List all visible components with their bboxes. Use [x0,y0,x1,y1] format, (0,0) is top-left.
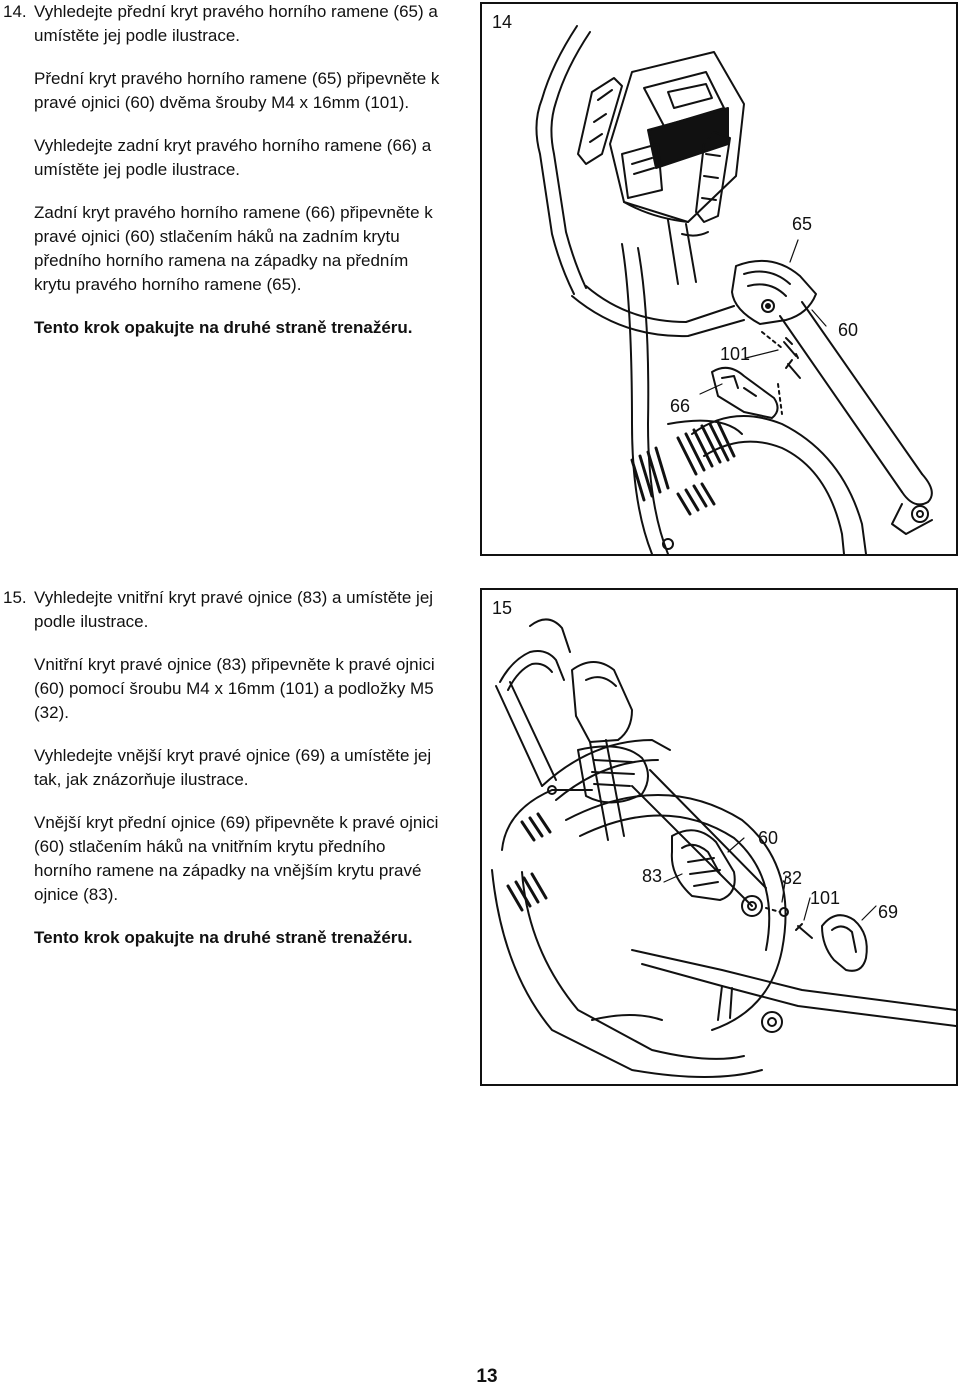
step-14-paragraph-3: Vyhledejte zadní kryt pravého horního ramene (66) a umístěte jej podle ilustrace. [34,136,432,179]
callout-101: 101 [810,888,841,908]
callout-69: 69 [878,902,899,922]
figure-14-number: 14 [492,12,513,32]
step-15-instructions [3,586,444,969]
page-number: 13 [476,1366,498,1387]
step-15-intro: Vyhledejte vnitřní kryt pravé ojnice (83) a umístěte jej podle ilustrace. [34,588,434,631]
step-14-intro: Vyhledejte přední kryt pravého horního ramene (65) a umístěte jej podle ilustrace. [34,2,438,45]
step-15-paragraph-2: Vnitřní kryt pravé ojnice (83) připevněte k pravé ojnici (60) pomocí šroubu M4 x 16mm (101) a podložky M5 (32). [34,655,435,722]
step-14-paragraph-4: Zadní kryt pravého horního ramene (66) připevněte k pravé ojnici (60) stlačením háků na zadním krytu předního horního ramena na západky na předním krytu pravého horního ramene (65). [34,203,433,294]
figure-15 [480,588,958,1086]
step-14-note: Tento krok opakujte na druhé straně trenažéru. [34,318,413,337]
step-14-instructions [3,0,444,359]
step-15-paragraph-3: Vyhledejte vnější kryt pravé ojnice (69) a umístěte jej tak, jak znázorňuje ilustrace. [34,746,432,789]
figure-14 [480,2,958,556]
callout-60: 60 [758,828,779,848]
callout-101: 101 [720,344,751,364]
step-15-paragraph-4: Vnější kryt přední ojnice (69) připevněte k pravé ojnici (60) stlačením háků na vnitřním krytu předního horního ramene na západky na vnějším krytu pravé ojnice (83). [34,813,439,904]
callout-60: 60 [838,320,859,340]
step-14-paragraph-2: Přední kryt pravého horního ramene (65) připevněte k pravé ojnici (60) dvěma šrouby M4 x 16mm (101). [34,69,440,112]
step-14-number: 14. [3,2,27,21]
callout-32: 32 [782,868,803,888]
callout-83: 83 [642,866,663,886]
figure-15-illustration [482,590,956,1084]
callout-65: 65 [792,214,813,234]
figure-15-number: 15 [492,598,513,618]
callout-66: 66 [670,396,691,416]
step-15-number: 15. [3,588,27,607]
figure-14-illustration [482,4,956,554]
step-15-note: Tento krok opakujte na druhé straně trenažéru. [34,928,413,947]
